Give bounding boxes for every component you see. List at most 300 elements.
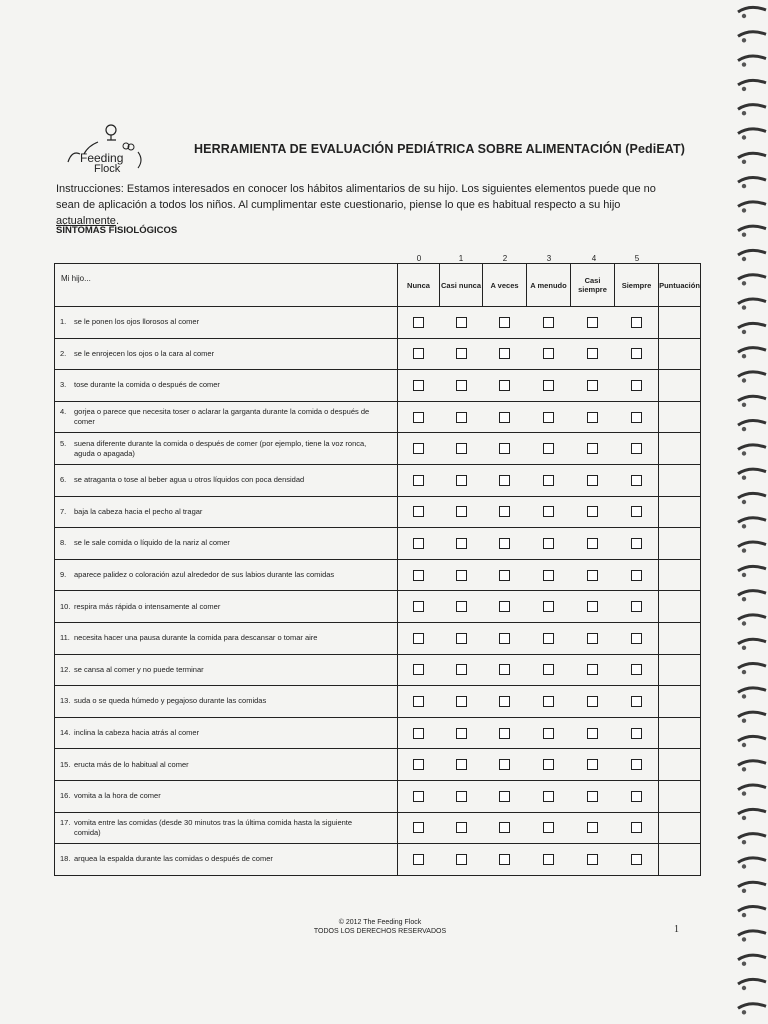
item-cell (55, 338, 398, 370)
answer-checkbox[interactable] (543, 538, 554, 549)
checkbox-cell (571, 686, 615, 718)
instructions-end: . (115, 215, 119, 227)
checkbox-cell (440, 686, 483, 718)
answer-checkbox[interactable] (587, 822, 598, 833)
instructions (56, 181, 656, 229)
answer-checkbox[interactable] (413, 728, 424, 739)
score-cell[interactable] (659, 591, 701, 623)
scale-number: 0 (416, 254, 422, 263)
checkbox-cell (483, 496, 527, 528)
section-title: SÍNTOMAS FISIOLÓGICOS (56, 225, 178, 236)
answer-checkbox[interactable] (631, 570, 642, 581)
spiral-binding (732, 0, 768, 1024)
answer-checkbox[interactable] (631, 822, 642, 833)
checkbox-cell (398, 464, 440, 496)
item-number: 7. (60, 506, 67, 516)
checkbox-cell (483, 401, 527, 433)
item-number: 10. (60, 601, 71, 611)
table-row (55, 622, 701, 654)
score-cell[interactable] (659, 528, 701, 560)
answer-checkbox[interactable] (413, 380, 424, 391)
answer-checkbox[interactable] (587, 791, 598, 802)
item-text: aparece palidez o coloración azul alrededor de sus labios durante las comidas (74, 570, 335, 580)
item-text: vomita entre las comidas (desde 30 minutos tras la última comida hasta la siguiente comida) (74, 817, 353, 837)
checkbox-cell (527, 717, 571, 749)
score-cell[interactable] (659, 433, 701, 465)
item-number: 1. (60, 317, 67, 327)
item-cell (55, 812, 398, 844)
checkbox-cell (571, 622, 615, 654)
checkbox-cell (483, 464, 527, 496)
answer-checkbox[interactable] (543, 791, 554, 802)
checkbox-cell (483, 780, 527, 812)
checkbox-cell (527, 812, 571, 844)
checkbox-cell (527, 370, 571, 402)
answer-checkbox[interactable] (456, 822, 467, 833)
score-cell[interactable] (659, 370, 701, 402)
checkbox-cell (398, 622, 440, 654)
checkbox-cell (440, 654, 483, 686)
item-cell (55, 622, 398, 654)
item-text: vomita a la hora de comer (74, 791, 161, 801)
item-text: tose durante la comida o después de comer (74, 380, 220, 390)
answer-checkbox[interactable] (456, 570, 467, 581)
checkbox-cell (440, 559, 483, 591)
item-text: inclina la cabeza hacia atrás al comer (74, 728, 200, 738)
checkbox-cell (440, 370, 483, 402)
answer-checkbox[interactable] (499, 380, 510, 391)
instructions-text: Instrucciones: Estamos interesados en conocer los hábitos alimentarios de su hijo. Los siguientes elementos puede que no sean de aplicación a todos los niños. Al cumplimentar este cuestionario, piense lo que es habitual respecto a su hijo (56, 183, 656, 211)
answer-checkbox[interactable] (631, 696, 642, 707)
checkbox-cell (615, 812, 659, 844)
answer-checkbox[interactable] (413, 601, 424, 612)
checkbox-cell (527, 844, 571, 876)
answer-checkbox[interactable] (631, 538, 642, 549)
answer-checkbox[interactable] (631, 854, 642, 865)
checkbox-cell (615, 749, 659, 781)
answer-checkbox[interactable] (543, 854, 554, 865)
checkbox-cell (527, 528, 571, 560)
item-cell (55, 749, 398, 781)
checkbox-cell (398, 433, 440, 465)
answer-checkbox[interactable] (587, 633, 598, 644)
checkbox-cell (571, 717, 615, 749)
item-text: se le ponen los ojos llorosos al comer (74, 317, 200, 327)
answer-checkbox[interactable] (499, 633, 510, 644)
table-row (55, 559, 701, 591)
instructions-emphasis: actualmente (56, 215, 116, 227)
header-casi-nunca: Casi nunca (440, 264, 483, 307)
answer-checkbox[interactable] (456, 538, 467, 549)
scale-number: 5 (634, 254, 640, 263)
checkbox-cell (527, 654, 571, 686)
checkbox-cell (571, 338, 615, 370)
checkbox-cell (440, 844, 483, 876)
checkbox-cell (571, 591, 615, 623)
answer-checkbox[interactable] (413, 696, 424, 707)
checkbox-cell (398, 749, 440, 781)
answer-checkbox[interactable] (543, 317, 554, 328)
table-row (55, 496, 701, 528)
copyright: © 2012 The Feeding Flock (338, 919, 422, 926)
checkbox-cell (615, 780, 659, 812)
answer-checkbox[interactable] (587, 601, 598, 612)
checkbox-cell (440, 780, 483, 812)
item-cell (55, 717, 398, 749)
answer-checkbox[interactable] (456, 664, 467, 675)
checkbox-cell (527, 338, 571, 370)
answer-checkbox[interactable] (631, 348, 642, 359)
checkbox-cell (615, 528, 659, 560)
checkbox-cell (440, 338, 483, 370)
scale-number: 1 (458, 254, 464, 263)
score-cell[interactable] (659, 401, 701, 433)
table-row (55, 370, 701, 402)
item-cell (55, 654, 398, 686)
header-a-menudo: A menudo (527, 264, 571, 307)
answer-checkbox[interactable] (543, 696, 554, 707)
answer-checkbox[interactable] (413, 538, 424, 549)
answer-checkbox[interactable] (499, 317, 510, 328)
checkbox-cell (615, 717, 659, 749)
answer-checkbox[interactable] (543, 759, 554, 770)
checkbox-cell (398, 780, 440, 812)
item-number: 16. (60, 791, 71, 801)
checkbox-cell (615, 622, 659, 654)
checkbox-cell (571, 433, 615, 465)
item-number: 6. (60, 475, 67, 485)
answer-checkbox[interactable] (456, 475, 467, 486)
answer-checkbox[interactable] (413, 633, 424, 644)
scale-number: 3 (546, 254, 552, 263)
answer-checkbox[interactable] (587, 664, 598, 675)
scale-number: 4 (591, 254, 597, 263)
table-row (55, 749, 701, 781)
item-cell (55, 370, 398, 402)
checkbox-cell (483, 622, 527, 654)
item-cell (55, 464, 398, 496)
checkbox-cell (527, 591, 571, 623)
checkbox-cell (483, 717, 527, 749)
answer-checkbox[interactable] (499, 443, 510, 454)
answer-checkbox[interactable] (543, 664, 554, 675)
checkbox-cell (527, 686, 571, 718)
answer-checkbox[interactable] (413, 854, 424, 865)
checkbox-cell (398, 307, 440, 339)
answer-checkbox[interactable] (587, 728, 598, 739)
answer-checkbox[interactable] (631, 791, 642, 802)
checkbox-cell (571, 559, 615, 591)
answer-checkbox[interactable] (499, 506, 510, 517)
item-number: 12. (60, 664, 71, 674)
score-cell[interactable] (659, 780, 701, 812)
answer-checkbox[interactable] (587, 696, 598, 707)
answer-checkbox[interactable] (499, 854, 510, 865)
checkbox-cell (440, 307, 483, 339)
table-row (55, 844, 701, 876)
score-cell[interactable] (659, 622, 701, 654)
answer-checkbox[interactable] (456, 759, 467, 770)
header-casi-siempre: Casi siempre (571, 264, 615, 307)
checkbox-cell (398, 717, 440, 749)
checkbox-cell (527, 559, 571, 591)
checkbox-cell (398, 591, 440, 623)
checkbox-cell (615, 370, 659, 402)
checkbox-cell (483, 528, 527, 560)
checkbox-cell (440, 528, 483, 560)
item-text: se atraganta o tose al beber agua u otros líquidos con poca densidad (74, 475, 305, 485)
table-row (55, 812, 701, 844)
answer-checkbox[interactable] (499, 664, 510, 675)
checkbox-cell (571, 844, 615, 876)
answer-checkbox[interactable] (543, 443, 554, 454)
answer-checkbox[interactable] (456, 443, 467, 454)
checkbox-cell (398, 338, 440, 370)
answer-checkbox[interactable] (587, 475, 598, 486)
answer-checkbox[interactable] (499, 475, 510, 486)
answer-checkbox[interactable] (456, 633, 467, 644)
checkbox-cell (527, 401, 571, 433)
answer-checkbox[interactable] (499, 822, 510, 833)
answer-checkbox[interactable] (543, 570, 554, 581)
score-cell[interactable] (659, 496, 701, 528)
answer-checkbox[interactable] (456, 791, 467, 802)
checkbox-cell (483, 591, 527, 623)
item-cell (55, 496, 398, 528)
checkbox-cell (398, 686, 440, 718)
answer-checkbox[interactable] (587, 380, 598, 391)
rights-reserved: TODOS LOS DERECHOS RESERVADOS (313, 928, 447, 935)
symptoms-table (54, 263, 701, 876)
table-row (55, 307, 701, 339)
checkbox-cell (398, 370, 440, 402)
answer-checkbox[interactable] (543, 380, 554, 391)
item-cell (55, 528, 398, 560)
answer-checkbox[interactable] (631, 728, 642, 739)
answer-checkbox[interactable] (587, 854, 598, 865)
answer-checkbox[interactable] (587, 506, 598, 517)
checkbox-cell (398, 528, 440, 560)
answer-checkbox[interactable] (499, 601, 510, 612)
header-siempre: Siempre (615, 264, 659, 307)
item-text: se le enrojecen los ojos o la cara al comer (74, 348, 215, 358)
checkbox-cell (398, 401, 440, 433)
answer-checkbox[interactable] (587, 538, 598, 549)
item-text: suda o se queda húmedo y pegajoso durante las comidas (74, 696, 267, 706)
checkbox-cell (527, 496, 571, 528)
answer-checkbox[interactable] (543, 412, 554, 423)
answer-checkbox[interactable] (543, 633, 554, 644)
score-cell[interactable] (659, 749, 701, 781)
score-cell[interactable] (659, 654, 701, 686)
checkbox-cell (440, 622, 483, 654)
answer-checkbox[interactable] (413, 317, 424, 328)
checkbox-cell (398, 654, 440, 686)
answer-checkbox[interactable] (456, 728, 467, 739)
item-text: suena diferente durante la comida o después de comer (por ejemplo, tiene la voz ronca, aguda o apagada) (74, 438, 367, 458)
answer-checkbox[interactable] (631, 412, 642, 423)
item-number: 13. (60, 696, 71, 706)
item-text: eructa más de lo habitual al comer (74, 759, 189, 769)
answer-checkbox[interactable] (587, 348, 598, 359)
checkbox-cell (527, 433, 571, 465)
answer-checkbox[interactable] (631, 443, 642, 454)
footer (290, 918, 470, 936)
item-text: gorjea o parece que necesita toser o aclarar la garganta durante la comida o después de comer (74, 407, 370, 427)
answer-checkbox[interactable] (456, 854, 467, 865)
checkbox-cell (571, 307, 615, 339)
item-cell (55, 591, 398, 623)
answer-checkbox[interactable] (499, 348, 510, 359)
item-cell (55, 433, 398, 465)
checkbox-cell (440, 717, 483, 749)
answer-checkbox[interactable] (587, 317, 598, 328)
answer-checkbox[interactable] (413, 570, 424, 581)
item-number: 3. (60, 380, 67, 390)
answer-checkbox[interactable] (543, 728, 554, 739)
answer-checkbox[interactable] (413, 443, 424, 454)
answer-checkbox[interactable] (631, 317, 642, 328)
item-text: arquea la espalda durante las comidas o después de comer (74, 854, 273, 864)
checkbox-cell (440, 433, 483, 465)
answer-checkbox[interactable] (543, 822, 554, 833)
answer-checkbox[interactable] (631, 759, 642, 770)
score-cell[interactable] (659, 559, 701, 591)
checkbox-cell (615, 844, 659, 876)
checkbox-cell (483, 844, 527, 876)
checkbox-cell (615, 464, 659, 496)
answer-checkbox[interactable] (456, 506, 467, 517)
answer-checkbox[interactable] (631, 506, 642, 517)
answer-checkbox[interactable] (631, 380, 642, 391)
table-row (55, 464, 701, 496)
answer-checkbox[interactable] (587, 412, 598, 423)
item-number: 14. (60, 728, 71, 738)
checkbox-cell (615, 559, 659, 591)
answer-checkbox[interactable] (631, 601, 642, 612)
answer-checkbox[interactable] (413, 348, 424, 359)
table-row (55, 401, 701, 433)
item-number: 11. (60, 633, 70, 643)
answer-checkbox[interactable] (413, 475, 424, 486)
checkbox-cell (527, 780, 571, 812)
answer-checkbox[interactable] (499, 759, 510, 770)
document-title: HERRAMIENTA DE EVALUACIÓN PEDIÁTRICA SOBRE ALIMENTACIÓN (PediEAT) (194, 142, 685, 156)
answer-checkbox[interactable] (499, 412, 510, 423)
item-number: 15. (60, 759, 71, 769)
checkbox-cell (571, 370, 615, 402)
header-puntuacion: Puntuación (659, 264, 701, 307)
checkbox-cell (483, 307, 527, 339)
table-row (55, 528, 701, 560)
checkbox-cell (398, 496, 440, 528)
score-cell[interactable] (659, 338, 701, 370)
item-cell (55, 780, 398, 812)
answer-checkbox[interactable] (413, 664, 424, 675)
checkbox-cell (440, 591, 483, 623)
table-row (55, 717, 701, 749)
item-number: 4. (60, 407, 67, 417)
item-text: se le sale comida o líquido de la nariz al comer (74, 538, 230, 548)
answer-checkbox[interactable] (413, 791, 424, 802)
answer-checkbox[interactable] (631, 633, 642, 644)
score-cell[interactable] (659, 812, 701, 844)
answer-checkbox[interactable] (413, 412, 424, 423)
checkbox-cell (571, 528, 615, 560)
checkbox-cell (571, 812, 615, 844)
item-number: 5. (60, 438, 67, 448)
checkbox-cell (615, 654, 659, 686)
answer-checkbox[interactable] (413, 822, 424, 833)
checkbox-cell (440, 812, 483, 844)
answer-checkbox[interactable] (456, 317, 467, 328)
answer-checkbox[interactable] (543, 506, 554, 517)
score-cell[interactable] (659, 717, 701, 749)
answer-checkbox[interactable] (631, 475, 642, 486)
answer-checkbox[interactable] (456, 412, 467, 423)
item-number: 18. (60, 854, 71, 864)
answer-checkbox[interactable] (631, 664, 642, 675)
answer-checkbox[interactable] (587, 759, 598, 770)
item-column-header: Mi hijo... (55, 264, 398, 307)
score-cell[interactable] (659, 307, 701, 339)
answer-checkbox[interactable] (456, 696, 467, 707)
table-row (55, 686, 701, 718)
score-cell[interactable] (659, 686, 701, 718)
answer-checkbox[interactable] (587, 443, 598, 454)
checkbox-cell (571, 780, 615, 812)
answer-checkbox[interactable] (456, 380, 467, 391)
item-cell (55, 307, 398, 339)
answer-checkbox[interactable] (587, 570, 598, 581)
answer-checkbox[interactable] (456, 348, 467, 359)
checkbox-cell (483, 338, 527, 370)
header-nunca: Nunca (398, 264, 440, 307)
item-cell (55, 401, 398, 433)
answer-checkbox[interactable] (413, 506, 424, 517)
answer-checkbox[interactable] (543, 348, 554, 359)
checkbox-cell (483, 559, 527, 591)
answer-checkbox[interactable] (543, 475, 554, 486)
item-number: 8. (60, 538, 67, 548)
score-cell[interactable] (659, 844, 701, 876)
item-cell (55, 559, 398, 591)
checkbox-cell (440, 749, 483, 781)
answer-checkbox[interactable] (499, 538, 510, 549)
logo-text-flock: Flock (94, 163, 121, 175)
checkbox-cell (571, 654, 615, 686)
checkbox-cell (483, 686, 527, 718)
table-row (55, 433, 701, 465)
table-header-row (55, 264, 701, 307)
item-text: respira más rápida o intensamente al comer (74, 601, 221, 611)
logo-text-feeding: Feeding (80, 151, 124, 165)
table-row (55, 780, 701, 812)
answer-checkbox[interactable] (456, 601, 467, 612)
checkbox-cell (527, 749, 571, 781)
checkbox-cell (398, 559, 440, 591)
score-cell[interactable] (659, 464, 701, 496)
checkbox-cell (615, 338, 659, 370)
answer-checkbox[interactable] (413, 759, 424, 770)
checkbox-cell (527, 622, 571, 654)
answer-checkbox[interactable] (543, 601, 554, 612)
answer-checkbox[interactable] (499, 728, 510, 739)
answer-checkbox[interactable] (499, 791, 510, 802)
answer-checkbox[interactable] (499, 696, 510, 707)
checkbox-cell (615, 433, 659, 465)
answer-checkbox[interactable] (499, 570, 510, 581)
